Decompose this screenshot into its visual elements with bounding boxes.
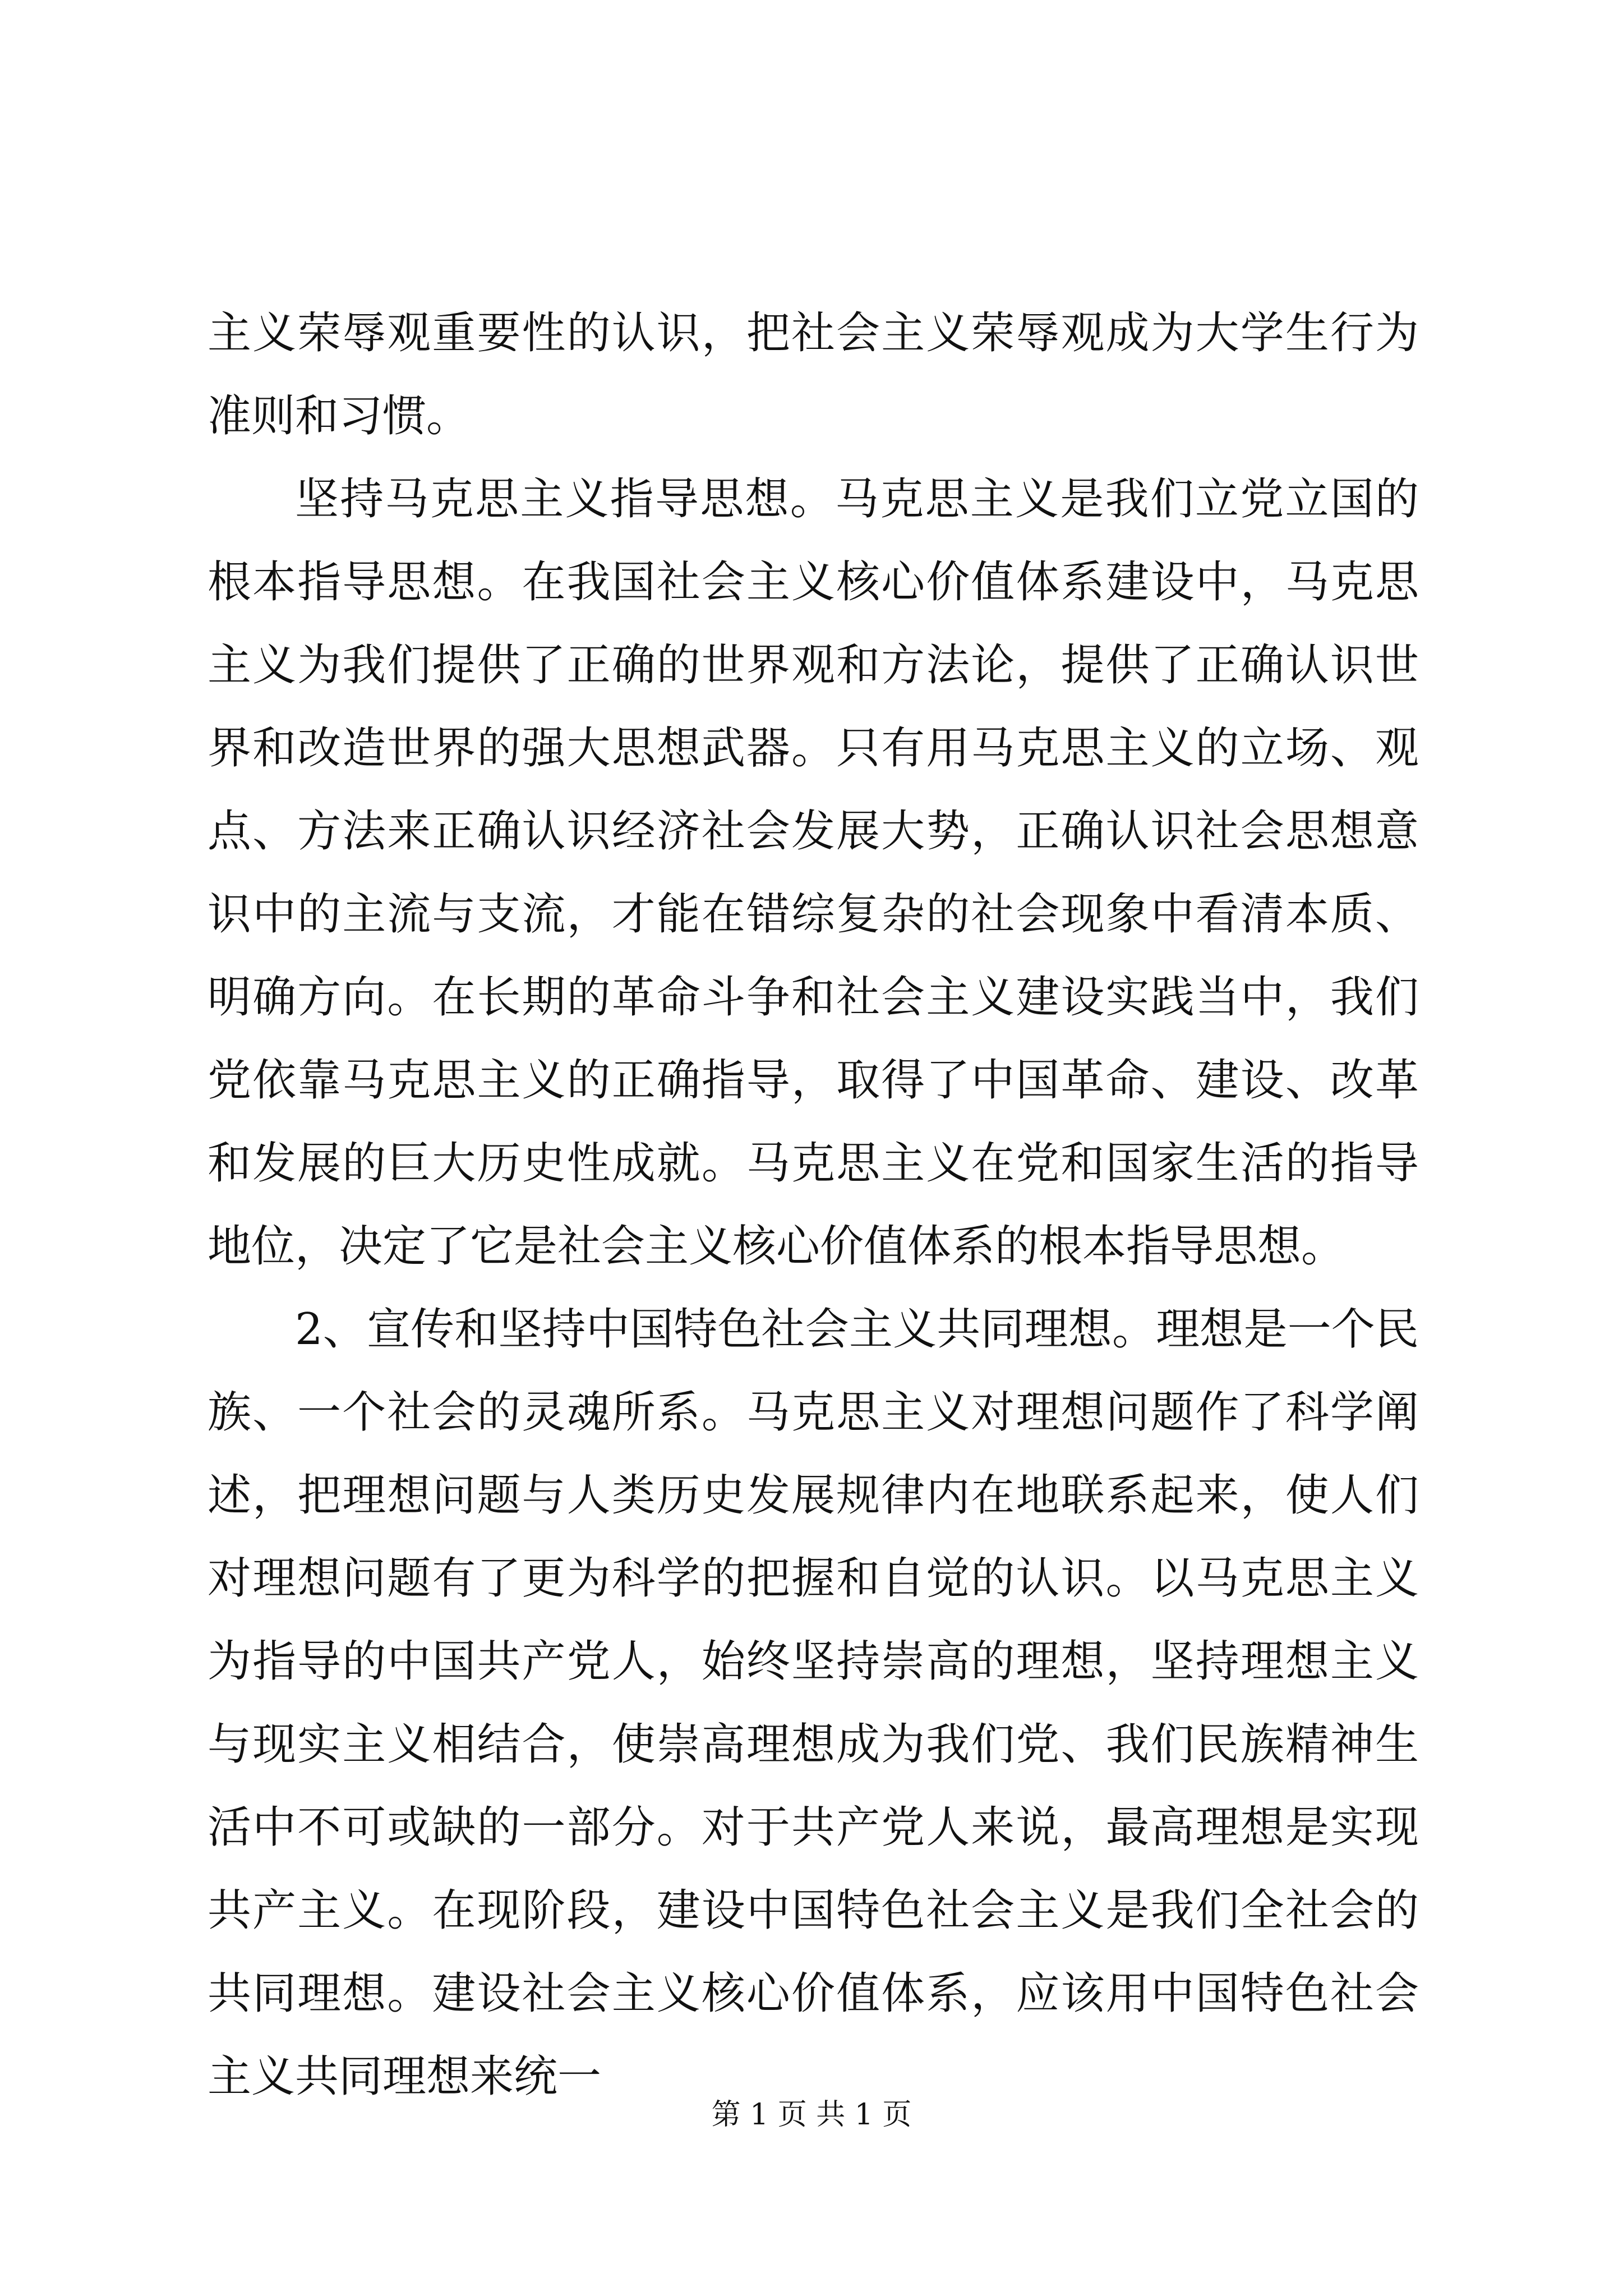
page-footer: 第 1 页 共 1 页 [711,2098,912,2132]
paragraph-marxism-guidance: 坚持马克思主义指导思想。马克思主义是我们立党立国的根本指导思想。在我国社会主义核心价值体系建设中，马克思主义为我们提供了正确的世界观和方法论，提供了正确认识世界和改造世界的强大思想武器。只有用马克思主义的立场、观点、方法来正确认识经济社会发展大势，正确认识社会思想意识中的主流与支流，才能在错综复杂的社会现象中看清本质、明确方向。在长期的革命斗争和社会主义建设实践当中，我们党依靠马克思主义的正确指导，取得了中国革命、建设、改革和发展的巨大历史性成就。马克思主义在党和国家生活的指导地位，决定了它是社会主义核心价值体系的根本指导思想。 [208,474,1419,1272]
paragraph-common-ideal: 2、宣传和坚持中国特色社会主义共同理想。理想是一个民族、一个社会的灵魂所系。马克思主义对理想问题作了科学阐述，把理想问题与人类历史发展规律内在地联系起来，使人们对理想问题有了更为科学的把握和自觉的认识。以马克思主义为指导的中国共产党人，始终坚持崇高的理想，坚持理想主义与现实主义相结合，使崇高理想成为我们党、我们民族精神生活中不可或缺的一部分。对于共产党人来说，最高理想是实现共产主义。在现阶段，建设中国特色社会主义是我们全社会的共同理想。建设社会主义核心价值体系，应该用中国特色社会主义共同理想来统一 [208,1304,1419,2102]
document-body [208,292,1419,2118]
paragraph-continuation: 主义荣辱观重要性的认识，把社会主义荣辱观成为大学生行为准则和习惯。 [208,308,1419,441]
